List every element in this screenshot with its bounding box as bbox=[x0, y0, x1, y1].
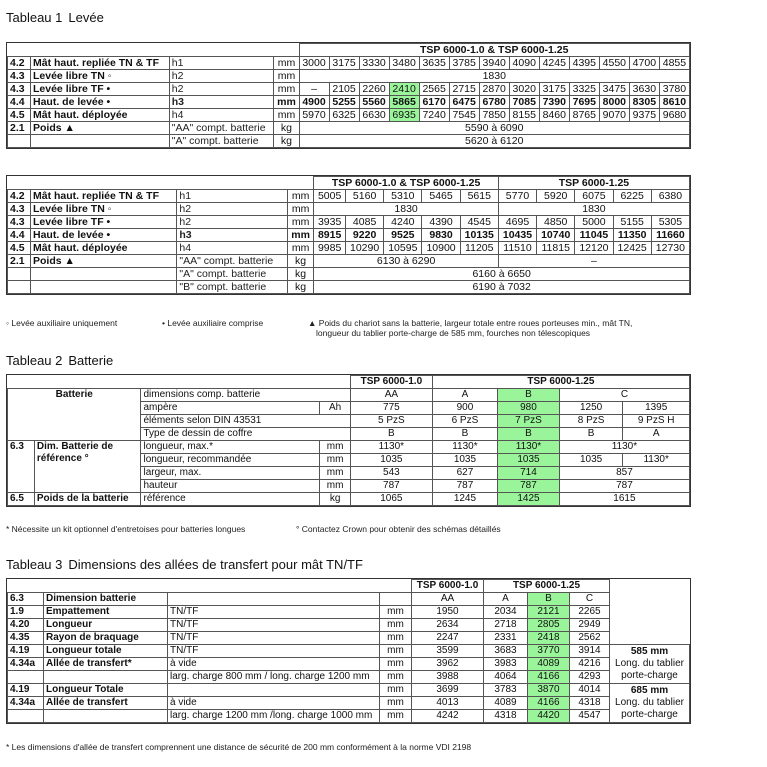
note-aux-included: • Levée auxiliaire comprise bbox=[162, 318, 264, 328]
table-row: 4.34a Allée de transfert à vide mm 4013 4089 4166 4318 bbox=[8, 697, 690, 710]
side-note-585: 585 mm Long. du tablier porte-charge bbox=[610, 645, 690, 684]
table-row: 2.1 Poids ▲ "AA" compt. batterie kg 6130 à 6290 – bbox=[8, 255, 690, 268]
table1b: TSP 6000-1.0 & TSP 6000-1.25 TSP 6000-1.25 4.2 Mât haut. repliée TN & TF h1 mm 5005 5160 5310 5465 5615 5770 5920 6075 6225 6380 4.3 Levée libre TN ◦ h2 mm 1830 1830 4.3 Levée libre TF • h2 mm 3935 4085 4240 4390 4545 4695 4850 5000 5155 5305 4.4 Haut. de levée • h3 mm 8915 9220 9525 9830 10135 10435 10740 11045 11350 11660 4.5 Mât haut. déployée h4 mm 9985 10290 10595 10900 11205 11510 11815 12120 12425 12730 2.1 Poids ▲ "AA" compt. batterie kg 6130 à 6290 – "A" compt. batterie kg 6160 à 6650 "B" compt. batterie kg 6190 à 7032 bbox=[6, 175, 691, 295]
table-row: 4.3 Levée libre TN ◦ h2 mm 1830 1830 bbox=[8, 203, 690, 216]
table-row: ampère Ah 775 900 980 1250 1395 bbox=[8, 402, 690, 415]
table-row: "B" compt. batterie kg 6190 à 7032 bbox=[8, 281, 690, 294]
note-transfer-aisle: * Les dimensions d'allée de transfert comprennent une distance de sécurité de 200 mm conformément à la norme VDI 2198 bbox=[6, 742, 472, 752]
table-row: 4.3 Levée libre TF • h2 mm – 2105 2260 2410 2565 2715 2870 3020 3175 3325 3475 3630 3780 bbox=[8, 83, 690, 96]
table-row: 6.5 Poids de la batterie référence kg 1065 1245 1425 1615 bbox=[8, 493, 690, 506]
table3: TSP 6000-1.0 TSP 6000-1.25 6.3 Dimension batterie AA A B C 1.9 Empattement TN/TF mm 1950 2034 2121 2265 4.20 Longueur TN/TF mm 2634 2718 2805 2949 4.35 Rayon de braquage TN/TF mm 2247 2331 2418 2562 4.19 Longueur totale TN/TF mm 3599 3683 3770 3914 585 mm Long. du tablier porte-charge 4.34a Allée de transfert* à vide mm 3962 3983 4089 4216 larg. charge 800 mm / long. charge 1200 mm mm 3988 4064 4166 4293 4.19 Longueur Totale mm 3699 3783 3870 4014 685 mm Long. du tablier porte-charge 4.34a Allée de transfert à vide mm 4013 4089 4166 4318 larg. charge 1200 mm /long. charge 1000 mm mm 4242 4318 4420 4547 bbox=[6, 578, 691, 724]
table-row: Batterie dimensions comp. batterie AA A B C bbox=[8, 389, 690, 402]
table-row: 4.2 Mât haut. repliée TN & TF h1 mm 5005 5160 5310 5465 5615 5770 5920 6075 6225 6380 bbox=[8, 190, 690, 203]
table1a: TSP 6000-1.0 & TSP 6000-1.25 4.2 Mât haut. repliée TN & TF h1 mm 3000 3175 3330 3480 3635 3785 3940 4090 4245 4395 4550 4700 4855 4.3 Levée libre TN ◦ h2 mm 1830 4.3 Levée libre TF • h2 mm – 2105 2260 2410 2565 2715 2870 3020 3175 3325 3475 3630 3780 4.4 Haut. de levée • h3 mm 4900 5255 5560 5865 6170 6475 6780 7085 7390 7695 8000 8305 8610 4.5 Mât haut. déployée h4 mm 5970 6325 6630 6935 7240 7545 7850 8155 8460 8765 9070 9375 9680 2.1 Poids ▲ "AA" compt. batterie kg 5590 à 6090 "A" compt. batterie kg 5620 à 6120 bbox=[6, 42, 691, 149]
table-row: 4.5 Mât haut. déployée h4 mm 9985 10290 10595 10900 11205 11510 11815 12120 12425 12730 bbox=[8, 242, 690, 255]
table-row: éléments selon DIN 43531 5 PzS 6 PzS 7 PzS 8 PzS 9 PzS H bbox=[8, 415, 690, 428]
table-row: 4.20 Longueur TN/TF mm 2634 2718 2805 2949 bbox=[8, 619, 690, 632]
table-row: Type de dessin de coffre B B B B A bbox=[8, 428, 690, 441]
table-row: 4.2 Mât haut. repliée TN & TF h1 mm 3000 3175 3330 3480 3635 3785 3940 4090 4245 4395 4550 4700 4855 bbox=[8, 57, 690, 70]
side-note-685: 685 mm Long. du tablier porte-charge bbox=[610, 684, 690, 723]
table-row: 4.5 Mât haut. déployée h4 mm 5970 6325 6630 6935 7240 7545 7850 8155 8460 8765 9070 9375 9680 bbox=[8, 109, 690, 122]
table-row: 4.34a Allée de transfert* à vide mm 3962 3983 4089 4216 bbox=[8, 658, 690, 671]
table-row: 6.3 Dim. Batterie de référence ° longueur, max.* mm 1130* 1130* 1130* 1130* bbox=[8, 441, 690, 454]
table2: TSP 6000-1.0 TSP 6000-1.25 Batterie dimensions comp. batterie AA A B C ampère Ah 775 900 980 1250 1395 éléments selon DIN 43531 5 PzS 6 PzS 7 PzS 8 PzS 9 PzS H Type de dessin de coffre B B B B A 6.3 Dim. Batterie de référence ° longueur, max.* mm 1130* 1130* 1130* 1130* longueur, recommandée mm 1035 1035 1035 1035 1130* largeur, max. mm 543 627 714 857 hauteur mm 787 787 787 787 6.5 Poids de la batterie référence kg 1065 1245 1425 1615 bbox=[6, 374, 691, 507]
table-row: 2.1 Poids ▲ "AA" compt. batterie kg 5590 à 6090 bbox=[8, 122, 690, 135]
note-spacer-kit: * Nécessite un kit optionnel d'entretoises pour batteries longues bbox=[6, 524, 246, 534]
table-row: 4.4 Haut. de levée • h3 mm 8915 9220 9525 9830 10135 10435 10740 11045 11350 11660 bbox=[8, 229, 690, 242]
table-row: "A" compt. batterie kg 6160 à 6650 bbox=[8, 268, 690, 281]
table-row: larg. charge 1200 mm /long. charge 1000 mm mm 4242 4318 4420 4547 bbox=[8, 710, 690, 723]
table-row: 4.35 Rayon de braquage TN/TF mm 2247 2331 2418 2562 bbox=[8, 632, 690, 645]
table-row: 6.3 Dimension batterie AA A B C bbox=[8, 593, 690, 606]
table-row: 1.9 Empattement TN/TF mm 1950 2034 2121 2265 bbox=[8, 606, 690, 619]
table-row: 4.3 Levée libre TN ◦ h2 mm 1830 bbox=[8, 70, 690, 83]
table-row: longueur, recommandée mm 1035 1035 1035 1035 1130* bbox=[8, 454, 690, 467]
note-weight: ▲ Poids du chariot sans la batterie, largeur totale entre roues porteuses min., mât TN, longueur du tablier porte-charge de 585 mm, fourches non télescopiques bbox=[308, 318, 633, 338]
note-contact-crown: ° Contactez Crown pour obtenir des schémas détaillés bbox=[296, 524, 501, 534]
table-row: largeur, max. mm 543 627 714 857 bbox=[8, 467, 690, 480]
table-row: "A" compt. batterie kg 5620 à 6120 bbox=[8, 135, 690, 148]
table-row: larg. charge 800 mm / long. charge 1200 mm mm 3988 4064 4166 4293 bbox=[8, 671, 690, 684]
table-row: 4.19 Longueur totale TN/TF mm 3599 3683 3770 3914 585 mm Long. du tablier porte-charge bbox=[8, 645, 690, 658]
note-aux-only: ◦ Levée auxiliaire uniquement bbox=[6, 318, 118, 328]
table-row: hauteur mm 787 787 787 787 bbox=[8, 480, 690, 493]
table-row: 4.3 Levée libre TF • h2 mm 3935 4085 4240 4390 4545 4695 4850 5000 5155 5305 bbox=[8, 216, 690, 229]
table3-heading: Tableau 3 Dimensions des allées de transfert pour mât TN/TF bbox=[6, 557, 363, 572]
table2-heading: Tableau 2 Batterie bbox=[6, 353, 114, 368]
table-row: 4.19 Longueur Totale mm 3699 3783 3870 4014 685 mm Long. du tablier porte-charge bbox=[8, 684, 690, 697]
table-row: 4.4 Haut. de levée • h3 mm 4900 5255 5560 5865 6170 6475 6780 7085 7390 7695 8000 8305 8610 bbox=[8, 96, 690, 109]
table1-heading: Tableau 1 Levée bbox=[6, 10, 104, 25]
